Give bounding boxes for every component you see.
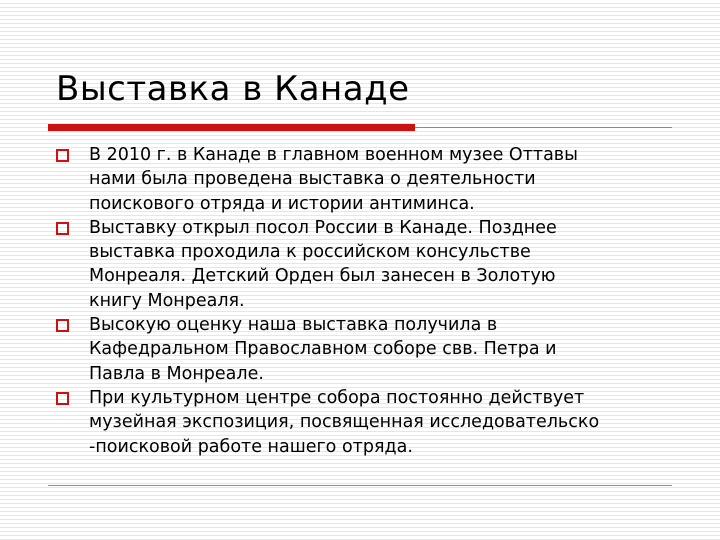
slide-title: Выставка в Канаде (56, 69, 410, 109)
bullet-text-line: -поисковой работе нашего отряда. (89, 436, 413, 457)
bullet-text-line: В 2010 г. в Канаде в главном военном музее Оттавы (89, 145, 578, 165)
hollow-square-bullet-icon (56, 319, 69, 332)
bullet-item (56, 216, 676, 313)
bullet-text-line: Павла в Монреале. (89, 363, 264, 384)
title-underline-rule (415, 127, 672, 128)
footer-rule (48, 485, 672, 486)
bullet-text-line: Кафедральном Православном соборе свв. Петра и (89, 339, 557, 360)
hollow-square-bullet-icon (56, 392, 69, 405)
bullet-text-line: Высокую оценку наша выставка получила в (89, 315, 498, 336)
bullet-text-line: Выставку открыл посол России в Канаде. Позднее (89, 217, 557, 238)
hollow-square-bullet-icon (56, 149, 69, 162)
hollow-square-bullet-icon (56, 222, 69, 235)
bullet-text-line: выставка проходила к российском консульстве (89, 242, 531, 263)
bullet-text-line: поискового отряда и истории антиминса. (89, 193, 475, 214)
bullet-text-line: музейная экспозиция, посвященная исследовательско (89, 412, 600, 433)
bullet-item (56, 386, 676, 459)
bullet-text-line: книгу Монреаля. (89, 290, 245, 311)
bullet-item (56, 143, 676, 216)
bullet-list (56, 143, 676, 459)
bullet-text-line: Монреаля. Детский Орден был занесен в Золотую (89, 266, 556, 287)
bullet-text-line: При культурном центре собора постоянно действует (89, 387, 585, 408)
title-underline-accent (48, 124, 415, 131)
bullet-text-line: нами была проведена выставка о деятельности (89, 169, 536, 190)
bullet-item (56, 313, 676, 386)
